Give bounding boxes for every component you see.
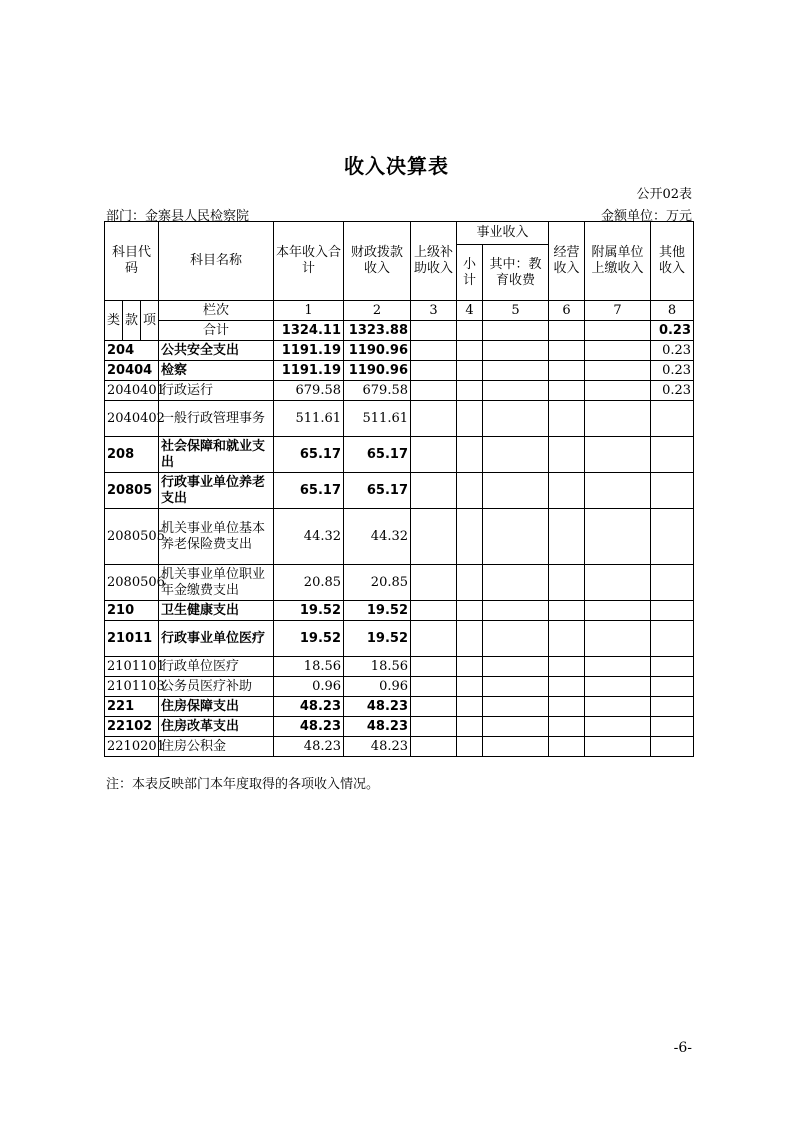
fiscal-allocation-cell: 19.52 [344,621,411,657]
header-col8: 其他收入 [651,222,694,301]
business-subtotal-cell [457,473,483,509]
other-income-cell [651,677,694,697]
superior-subsidy-cell [411,677,457,697]
subject-code-cell: 21011 [105,621,159,657]
affiliate-income-cell [585,341,651,361]
business-subtotal-cell [457,437,483,473]
subject-code-cell: 221 [105,697,159,717]
subject-code-cell: 2101101 [105,657,159,677]
superior-subsidy-cell [411,601,457,621]
page-number: -6- [673,1040,692,1056]
operating-income-cell [549,341,585,361]
operating-income-cell [549,601,585,621]
table-row [105,401,694,437]
total-income-cell: 1191.19 [274,361,344,381]
business-subtotal-cell [457,509,483,565]
other-income-cell [651,621,694,657]
subject-code-cell: 2080506 [105,565,159,601]
education-fee-cell [483,361,549,381]
table-row [105,677,694,697]
operating-income-cell [549,437,585,473]
affiliate-income-cell [585,657,651,677]
subject-name-cell: 行政事业单位养老支出 [159,473,274,509]
subject-name-cell: 检察 [159,361,274,381]
other-income-cell [651,717,694,737]
education-fee-cell [483,437,549,473]
subject-name-cell: 住房改革支出 [159,717,274,737]
business-subtotal-cell [457,381,483,401]
superior-subsidy-cell [411,509,457,565]
operating-income-cell [549,697,585,717]
superior-subsidy-cell [411,401,457,437]
operating-income-cell [549,677,585,697]
fiscal-allocation-cell: 19.52 [344,601,411,621]
education-fee-cell [483,601,549,621]
affiliate-income-cell [585,697,651,717]
subject-name-cell: 住房公积金 [159,737,274,757]
operating-income-cell [549,473,585,509]
subject-code-cell: 2210201 [105,737,159,757]
education-fee-cell [483,401,549,437]
superior-subsidy-cell [411,717,457,737]
other-income-cell [651,473,694,509]
operating-income-cell [549,381,585,401]
business-subtotal-cell [457,361,483,381]
fiscal-allocation-cell: 20.85 [344,565,411,601]
business-subtotal-cell [457,401,483,437]
unit-label: 金额单位：万元 [600,209,692,224]
affiliate-income-cell [585,381,651,401]
table-row [105,717,694,737]
subject-name-cell: 社会保障和就业支出 [159,437,274,473]
other-income-cell [651,565,694,601]
fiscal-allocation-cell: 1190.96 [344,361,411,381]
col-number-6: 6 [549,301,585,321]
business-subtotal-cell [457,737,483,757]
subject-code-cell: 22102 [105,717,159,737]
business-subtotal-cell [457,697,483,717]
total-income-cell: 19.52 [274,621,344,657]
superior-subsidy-cell [411,361,457,381]
col-number-3: 3 [411,301,457,321]
total-c2: 1323.88 [344,321,411,341]
affiliate-income-cell [585,401,651,437]
total-income-cell: 0.96 [274,677,344,697]
header-col1: 本年收入合计 [274,222,344,301]
subject-name-cell: 住房保障支出 [159,697,274,717]
operating-income-cell [549,361,585,381]
fiscal-allocation-cell: 18.56 [344,657,411,677]
total-income-cell: 18.56 [274,657,344,677]
total-income-cell: 48.23 [274,737,344,757]
total-income-cell: 679.58 [274,381,344,401]
education-fee-cell [483,473,549,509]
table-row [105,473,694,509]
subject-name-cell: 行政运行 [159,381,274,401]
table-row [105,621,694,657]
education-fee-cell [483,697,549,717]
education-fee-cell [483,657,549,677]
business-subtotal-cell [457,717,483,737]
subject-code-cell: 208 [105,437,159,473]
header-col7: 附属单位上缴收入 [585,222,651,301]
total-c1: 1324.11 [274,321,344,341]
col-number-8: 8 [651,301,694,321]
superior-subsidy-cell [411,341,457,361]
table-row [105,381,694,401]
education-fee-cell [483,381,549,401]
table-row [105,697,694,717]
col-number-2: 2 [344,301,411,321]
affiliate-income-cell [585,601,651,621]
total-income-cell: 48.23 [274,697,344,717]
subject-code-cell: 20805 [105,473,159,509]
superior-subsidy-cell [411,381,457,401]
education-fee-cell [483,717,549,737]
other-income-cell [651,697,694,717]
header-col5: 其中：教育收费 [483,245,549,301]
other-income-cell: 0.23 [651,341,694,361]
affiliate-income-cell [585,717,651,737]
col-number-5: 5 [483,301,549,321]
fiscal-allocation-cell: 1190.96 [344,341,411,361]
table-row [105,737,694,757]
affiliate-income-cell [585,473,651,509]
superior-subsidy-cell [411,657,457,677]
operating-income-cell [549,565,585,601]
education-fee-cell [483,621,549,657]
col-number-7: 7 [585,301,651,321]
affiliate-income-cell [585,565,651,601]
fiscal-allocation-cell: 48.23 [344,737,411,757]
total-c6 [549,321,585,341]
total-income-cell: 511.61 [274,401,344,437]
other-income-cell [651,601,694,621]
fiscal-allocation-cell: 679.58 [344,381,411,401]
income-table [104,221,694,757]
subject-name-cell: 一般行政管理事务 [159,401,274,437]
subject-name-cell: 公共安全支出 [159,341,274,361]
subject-code-cell: 2040402 [105,401,159,437]
education-fee-cell [483,565,549,601]
header-subject-name: 科目名称 [159,222,274,301]
business-subtotal-cell [457,601,483,621]
header-xiang: 项 [141,301,159,341]
table-row [105,437,694,473]
fiscal-allocation-cell: 0.96 [344,677,411,697]
table-row [105,657,694,677]
subject-name-cell: 行政单位医疗 [159,657,274,677]
subject-name-cell: 公务员医疗补助 [159,677,274,697]
total-income-cell: 19.52 [274,601,344,621]
fiscal-allocation-cell: 44.32 [344,509,411,565]
operating-income-cell [549,657,585,677]
total-income-cell: 20.85 [274,565,344,601]
header-col2: 财政拨款收入 [344,222,411,301]
other-income-cell: 0.23 [651,381,694,401]
total-income-cell: 48.23 [274,717,344,737]
operating-income-cell [549,717,585,737]
superior-subsidy-cell [411,621,457,657]
fiscal-allocation-cell: 48.23 [344,697,411,717]
operating-income-cell [549,737,585,757]
operating-income-cell [549,401,585,437]
table-row [105,601,694,621]
affiliate-income-cell [585,437,651,473]
total-income-cell: 1191.19 [274,341,344,361]
footnote: 注：本表反映部门本年度取得的各项收入情况。 [106,777,380,792]
other-income-cell [651,737,694,757]
other-income-cell: 0.23 [651,361,694,381]
header-col3: 上级补助收入 [411,222,457,301]
business-subtotal-cell [457,677,483,697]
table-row [105,565,694,601]
page-title: 收入决算表 [344,154,449,178]
header-business-income: 事业收入 [457,222,549,245]
department-label: 部门：金寨县人民检察院 [106,209,250,224]
header-col4: 小计 [457,245,483,301]
total-income-cell: 65.17 [274,473,344,509]
header-lanci: 栏次 [159,301,274,321]
col-number-1: 1 [274,301,344,321]
operating-income-cell [549,621,585,657]
business-subtotal-cell [457,341,483,361]
table-row [105,341,694,361]
education-fee-cell [483,737,549,757]
superior-subsidy-cell [411,737,457,757]
table-body [105,341,694,757]
fiscal-allocation-cell: 65.17 [344,473,411,509]
business-subtotal-cell [457,565,483,601]
superior-subsidy-cell [411,697,457,717]
other-income-cell [651,509,694,565]
total-c7 [585,321,651,341]
subject-name-cell: 卫生健康支出 [159,601,274,621]
affiliate-income-cell [585,621,651,657]
other-income-cell [651,401,694,437]
subject-code-cell: 20404 [105,361,159,381]
subject-name-cell: 机关事业单位基本养老保险费支出 [159,509,274,565]
affiliate-income-cell [585,361,651,381]
fiscal-allocation-cell: 65.17 [344,437,411,473]
business-subtotal-cell [457,621,483,657]
form-number: 公开02表 [636,187,692,202]
subject-code-cell: 2040401 [105,381,159,401]
subject-code-cell: 2080505 [105,509,159,565]
fiscal-allocation-cell: 511.61 [344,401,411,437]
total-c5 [483,321,549,341]
subject-code-cell: 210 [105,601,159,621]
header-subject-code: 科目代码 [105,222,159,301]
other-income-cell [651,657,694,677]
total-income-cell: 65.17 [274,437,344,473]
header-lei: 类 [105,301,123,341]
subject-code-cell: 204 [105,341,159,361]
superior-subsidy-cell [411,473,457,509]
fiscal-allocation-cell: 48.23 [344,717,411,737]
total-c3 [411,321,457,341]
header-kuan: 款 [123,301,141,341]
subject-name-cell: 机关事业单位职业年金缴费支出 [159,565,274,601]
total-c8: 0.23 [651,321,694,341]
superior-subsidy-cell [411,437,457,473]
business-subtotal-cell [457,657,483,677]
affiliate-income-cell [585,509,651,565]
total-income-cell: 44.32 [274,509,344,565]
subject-code-cell: 2101103 [105,677,159,697]
total-c4 [457,321,483,341]
header-col6: 经营收入 [549,222,585,301]
affiliate-income-cell [585,677,651,697]
superior-subsidy-cell [411,565,457,601]
education-fee-cell [483,341,549,361]
table-row [105,361,694,381]
education-fee-cell [483,677,549,697]
operating-income-cell [549,509,585,565]
subject-name-cell: 行政事业单位医疗 [159,621,274,657]
total-label: 合计 [159,321,274,341]
table-row [105,509,694,565]
other-income-cell [651,437,694,473]
col-number-4: 4 [457,301,483,321]
affiliate-income-cell [585,737,651,757]
education-fee-cell [483,509,549,565]
